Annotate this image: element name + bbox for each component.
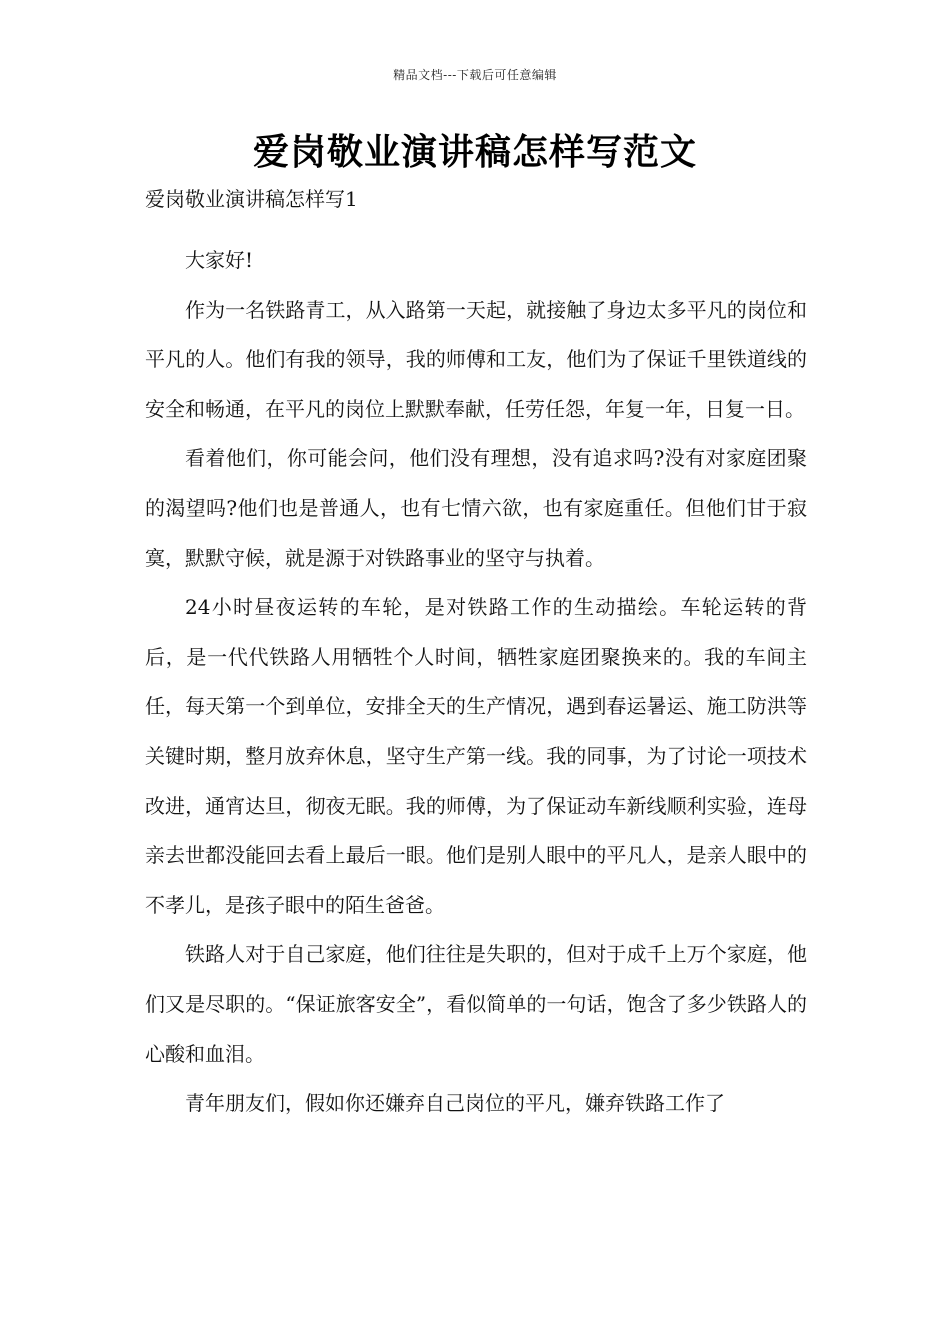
paragraph: 24小时昼夜运转的车轮，是对铁路工作的生动描绘。车轮运转的背后，是一代代铁路人用牺牲个人时间，牺牲家庭团聚换来的。我的车间主任，每天第一个到单位，安排全天的生产情况，遇到春运暑运、施工防洪等关键时期，整月放弃休息，坚守生产第一线。我的同事，为了讨论一项技术改进，通宵达旦，彻夜无眠。我的师傅，为了保证动车新线顺利实验，连母亲去世都没能回去看上最后一眼。他们是别人眼中的平凡人，是亲人眼中的不孝儿，是孩子眼中的陌生爸爸。 <box>145 595 807 917</box>
paragraph: 铁路人对于自己家庭，他们往往是失职的，但对于成千上万个家庭，他们又是尽职的。“保证旅客安全”，看似简单的一句话，饱含了多少铁路人的心酸和血泪。 <box>145 942 807 1066</box>
paragraph-greeting: 大家好! <box>185 248 254 272</box>
document-title: 爱岗敬业演讲稿怎样写范文 <box>252 131 697 173</box>
document-subtitle: 爱岗敬业演讲稿怎样写1 <box>145 187 358 211</box>
paragraph: 看着他们，你可能会问，他们没有理想，没有追求吗?没有对家庭团聚的渴望吗?他们也是普通人，也有七情六欲，也有家庭重任。但他们甘于寂寞，默默守候，就是源于对铁路事业的坚守与执着。 <box>145 446 807 570</box>
paragraph: 青年朋友们，假如你还嫌弃自己岗位的平凡，嫌弃铁路工作了 <box>185 1091 725 1116</box>
paragraph: 作为一名铁路青工，从入路第一天起，就接触了身边太多平凡的岗位和平凡的人。他们有我的领导，我的师傅和工友，他们为了保证千里铁道线的安全和畅通，在平凡的岗位上默默奉献，任劳任怨，年复一年，日复一日。 <box>145 297 807 421</box>
document-body <box>145 236 807 1129</box>
header-note: 精品文档---下载后可任意编辑 <box>393 68 557 82</box>
